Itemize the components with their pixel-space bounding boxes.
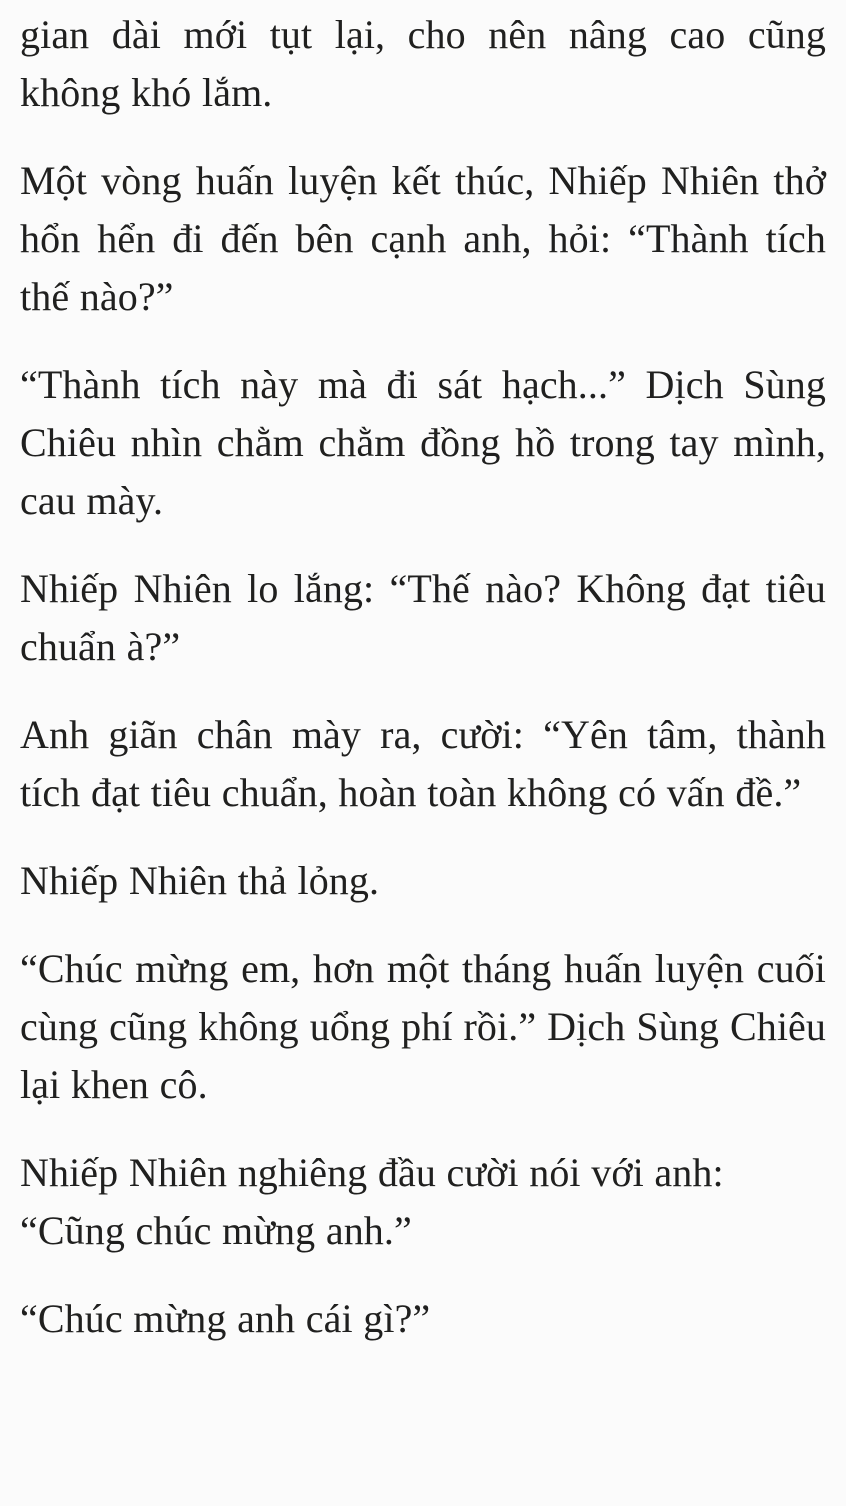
paragraph: Nhiếp Nhiên lo lắng: “Thế nào? Không đạt tiêu chuẩn à?” (20, 566, 826, 669)
paragraph: Một vòng huấn luyện kết thúc, Nhiếp Nhiên thở hổn hển đi đến bên cạnh anh, hỏi: “Thành tích thế nào?” (20, 158, 826, 319)
paragraph: gian dài mới tụt lại, cho nên nâng cao cũng không khó lắm. (20, 12, 826, 115)
paragraph: Nhiếp Nhiên nghiêng đầu cười nói với anh: “Cũng chúc mừng anh.” (20, 1150, 724, 1253)
paragraph: Anh giãn chân mày ra, cười: “Yên tâm, thành tích đạt tiêu chuẩn, hoàn toàn không có vấn đề.” (20, 712, 826, 815)
paragraph: “Chúc mừng anh cái gì?” (20, 1296, 431, 1341)
paragraph: Nhiếp Nhiên thả lỏng. (20, 858, 380, 903)
paragraph: “Thành tích này mà đi sát hạch...” Dịch Sùng Chiêu nhìn chằm chằm đồng hồ trong tay mình, cau mày. (20, 362, 826, 523)
paragraph: “Chúc mừng em, hơn một tháng huấn luyện cuối cùng cũng không uổng phí rồi.” Dịch Sùng Chiêu lại khen cô. (20, 946, 826, 1107)
